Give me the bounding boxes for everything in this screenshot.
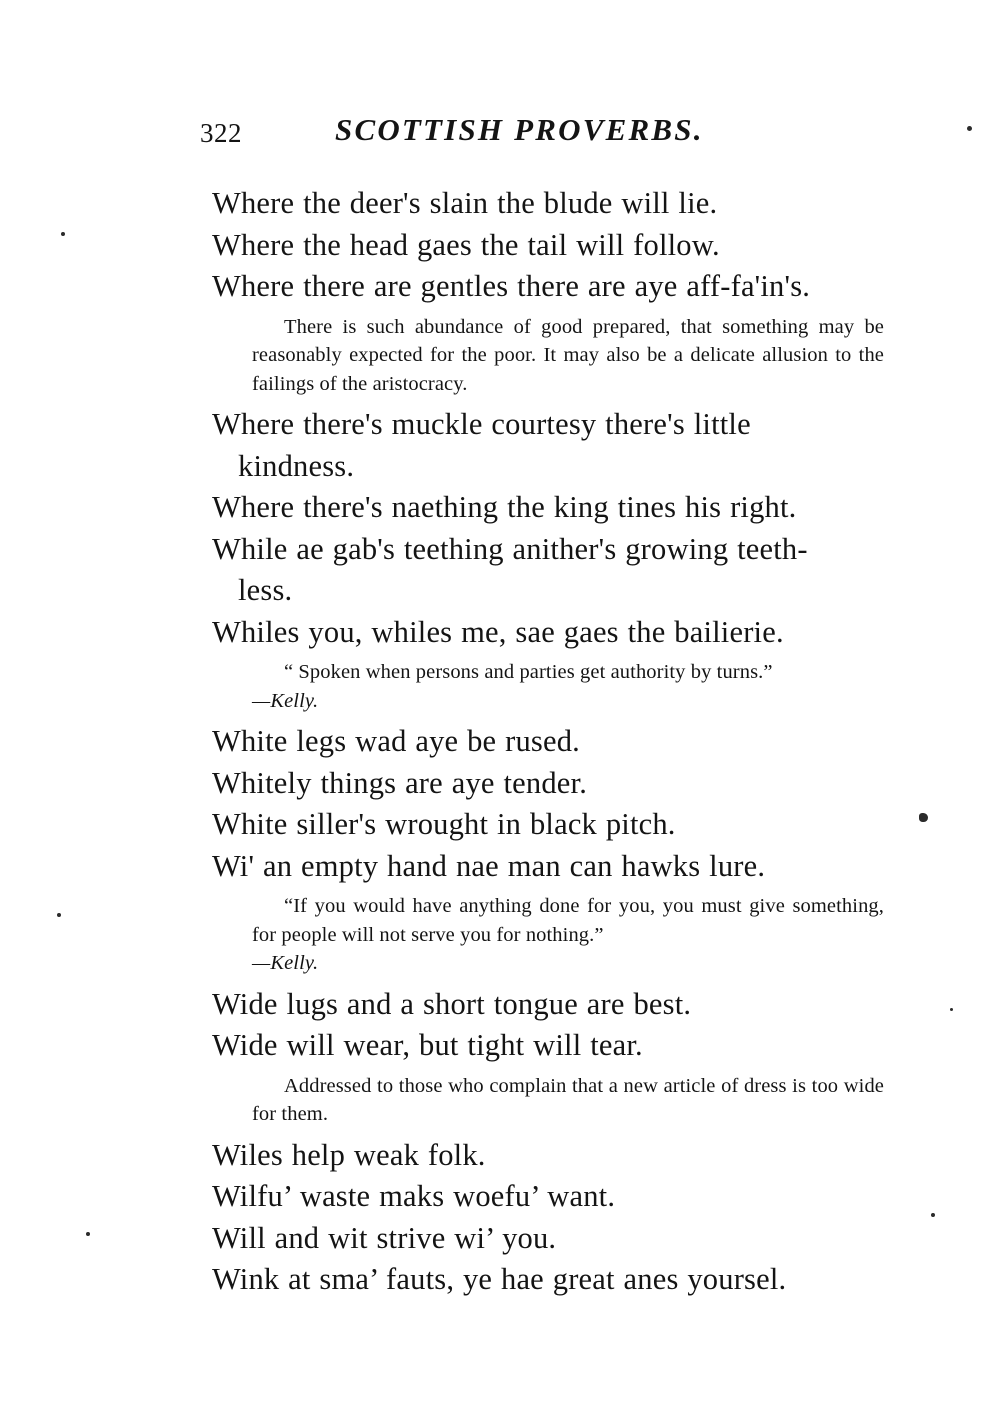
proverb-line: White siller's wrought in black pitch. bbox=[212, 807, 676, 841]
ink-speck bbox=[57, 913, 61, 917]
page-number: 322 bbox=[200, 118, 242, 148]
proverb-line: Whitely things are aye tender. bbox=[212, 765, 588, 800]
ink-speck bbox=[931, 1213, 935, 1217]
ink-speck bbox=[950, 1008, 953, 1011]
proverb-line: Wi' an empty hand nae man can hawks lure. bbox=[212, 848, 766, 883]
proverb-note bbox=[212, 313, 884, 399]
note-text: “If you would have anything done for you, you must give something, for people will not serve you for nothing.” bbox=[252, 895, 884, 946]
proverb-line: Wiles help weak folk. bbox=[212, 1137, 486, 1172]
note-attribution: —Kelly. bbox=[252, 689, 319, 712]
running-title: SCOTTISH PROVERBS. bbox=[335, 112, 704, 147]
ink-speck bbox=[919, 813, 928, 822]
note-text: “ Spoken when persons and parties get authority by turns.” bbox=[284, 661, 773, 683]
proverb-line: Where the head gaes the tail will follow. bbox=[212, 227, 720, 262]
ink-speck bbox=[61, 232, 65, 236]
proverb-line-part: kindness. bbox=[238, 448, 355, 483]
proverb-line: Wilfu’ waste maks woefu’ want. bbox=[212, 1179, 616, 1213]
proverb-line: Wide lugs and a short tongue are best. bbox=[212, 986, 692, 1021]
proverb-line: Whiles you, whiles me, sae gaes the bailierie. bbox=[212, 614, 784, 649]
proverb-line: Where the deer's slain the blude will lie. bbox=[212, 186, 718, 220]
proverb-line bbox=[212, 529, 884, 612]
proverb-line-part: While ae gab's teething anither's growing teeth- bbox=[212, 531, 808, 566]
proverb-line: Wink at sma’ fauts, ye hae great anes yoursel. bbox=[212, 1262, 787, 1296]
ink-speck bbox=[86, 1232, 90, 1236]
proverb-line-part: Where there's muckle courtesy there's little bbox=[212, 407, 751, 441]
proverb-line: Where there are gentles there are aye aff-fa'in's. bbox=[212, 269, 811, 303]
text-column bbox=[212, 183, 884, 1301]
proverb-note bbox=[212, 1072, 884, 1129]
note-attribution: —Kelly. bbox=[252, 952, 319, 974]
proverb-line bbox=[212, 404, 884, 487]
proverb-note bbox=[212, 892, 884, 978]
ink-speck bbox=[967, 126, 972, 131]
note-text: Addressed to those who complain that a new article of dress is too wide for them. bbox=[252, 1074, 884, 1125]
proverb-line-part: less. bbox=[238, 573, 293, 607]
proverb-line: White legs wad aye be rused. bbox=[212, 724, 580, 758]
proverb-note bbox=[212, 658, 884, 715]
running-head bbox=[200, 112, 820, 158]
proverb-line: Will and wit strive wi’ you. bbox=[212, 1220, 557, 1255]
proverb-line: Wide will wear, but tight will tear. bbox=[212, 1028, 643, 1062]
proverb-line: Where there's naething the king tines his right. bbox=[212, 490, 797, 524]
note-text: There is such abundance of good prepared, that something may be reasonably expected for the poor. It may also be a delicate allusion to the failings of the aristocracy. bbox=[252, 315, 884, 395]
